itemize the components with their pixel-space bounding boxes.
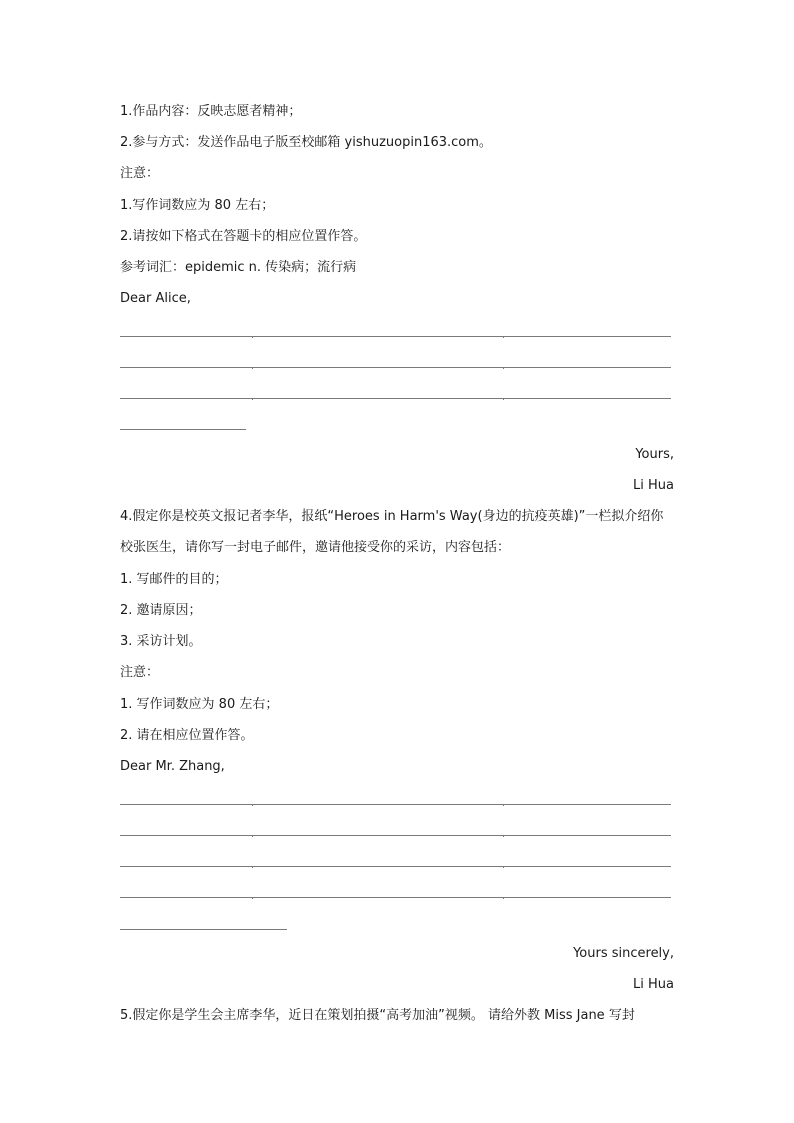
question-5-prompt-line1: 5.假定你是学生会主席李华，近日在策划拍摄“高考加油”视频。 请给外教 Miss Jane 写封 — [120, 1008, 635, 1023]
reference-vocabulary: 参考词汇：epidemic n. 传染病；流行病 — [120, 260, 357, 275]
answer-line — [120, 929, 287, 930]
letter-signature: Li Hua — [633, 977, 674, 992]
letter-greeting: Dear Alice, — [120, 291, 191, 306]
note-answer-format: 2.请按如下格式在答题卡的相应位置作答。 — [120, 229, 367, 244]
letter-closing: Yours, — [635, 447, 674, 462]
answer-line — [120, 866, 671, 867]
answer-line — [120, 398, 671, 399]
answer-line — [120, 835, 671, 836]
requirement-submission: 2.参与方式：发送作品电子版至校邮箱 yishuzuopin163.com。 — [120, 135, 492, 150]
question-4-prompt-line2: 校张医生，请你写一封电子邮件，邀请他接受你的采访，内容包括： — [120, 540, 511, 555]
answer-line — [120, 804, 671, 805]
content-item: 1. 写邮件的目的； — [120, 572, 228, 587]
content-item: 2. 邀请原因； — [120, 603, 202, 618]
letter-closing: Yours sincerely, — [573, 946, 674, 961]
question-4-prompt-line1: 4.假定你是校英文报记者李华，报纸“Heroes in Harm's Way(身边的抗疫英雄)”一栏拟介绍你 — [120, 509, 664, 524]
answer-line — [120, 429, 246, 430]
note-word-count: 1.写作词数应为 80 左右； — [120, 198, 275, 213]
note-answer-position: 2. 请在相应位置作答。 — [120, 728, 254, 743]
content-item: 3. 采访计划。 — [120, 634, 202, 649]
answer-line — [120, 367, 671, 368]
letter-signature: Li Hua — [633, 478, 674, 493]
requirement-content: 1.作品内容：反映志愿者精神； — [120, 104, 302, 119]
note-label: 注意： — [120, 665, 160, 680]
answer-line — [120, 897, 671, 898]
note-word-count: 1. 写作词数应为 80 左右； — [120, 697, 279, 712]
answer-line — [120, 336, 671, 337]
note-label: 注意： — [120, 166, 160, 181]
letter-greeting: Dear Mr. Zhang, — [120, 759, 225, 774]
